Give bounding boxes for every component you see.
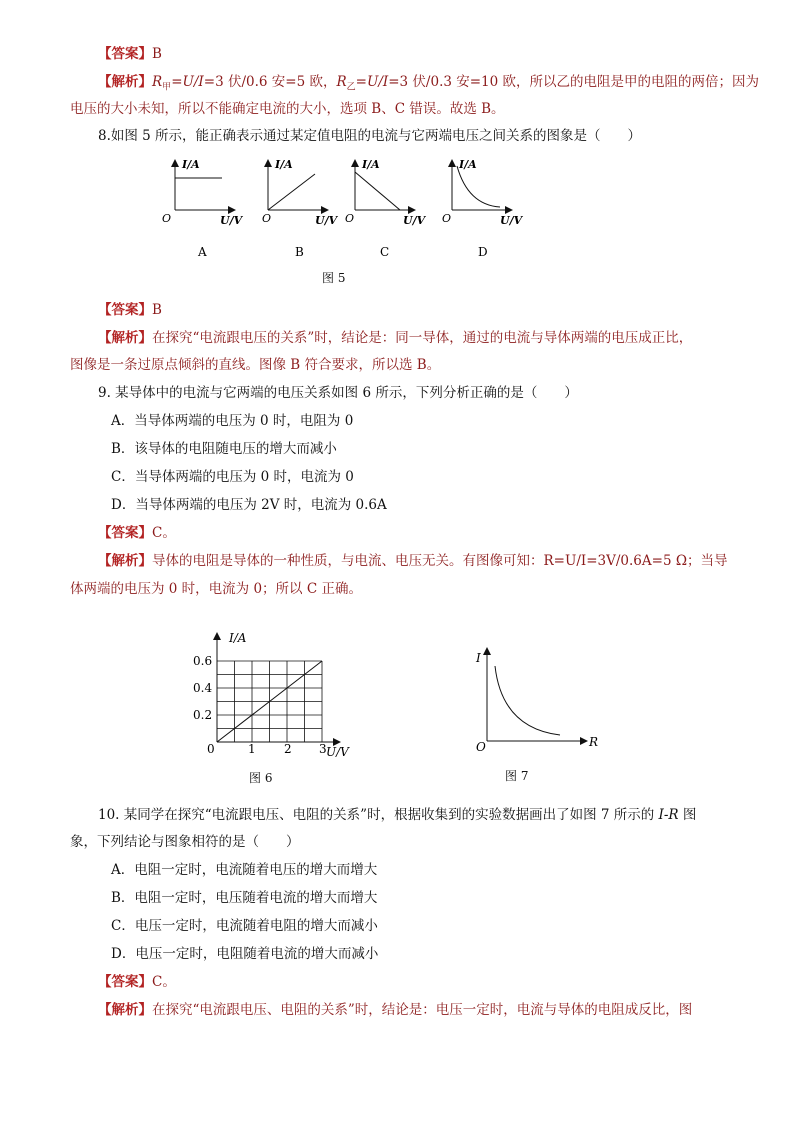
q10-answer-line: 【答案】C。 xyxy=(98,974,176,990)
graph-c-xlabel: U/V xyxy=(403,214,426,227)
figure-6-xtick-3: 3 xyxy=(319,742,327,756)
figure-6-xlabel: U/V xyxy=(326,745,349,759)
figure-7-ylabel: I xyxy=(476,651,481,665)
q9-analysis-line2: 体两端的电压为 0 时，电流为 0；所以 C 正确。 xyxy=(70,581,362,597)
figure-5-graphs xyxy=(150,150,540,262)
figure-6-chart xyxy=(185,625,370,760)
graph-d-xlabel: U/V xyxy=(500,214,523,227)
figure-7-origin: O xyxy=(476,740,486,754)
q10-option-d: D．电压一定时，电阻随着电流的增大而减小 xyxy=(111,946,379,962)
q7-answer: B xyxy=(152,46,162,62)
graph-c xyxy=(345,158,427,259)
graph-a xyxy=(162,158,244,259)
q9-option-b: B．该导体的电阻随电压的增大而减小 xyxy=(111,441,337,457)
graph-d-ylabel: I/A xyxy=(459,158,477,171)
graph-d xyxy=(442,158,524,259)
figure-6-ytick-0.4: 0.4 xyxy=(193,681,213,695)
figure-7-xlabel: R xyxy=(589,735,599,749)
q10-analysis-line1: 【解析】在探究“电流跟电压、电阻的关系”时，结论是：电压一定时，电流与导体的电阻成反比，图 xyxy=(98,1002,693,1018)
option-b-label: B xyxy=(295,245,304,259)
graph-a-xlabel: U/V xyxy=(220,214,243,227)
q7-analysis-line1: 【解析】$R_甲=U/I=3$ 伏/0.6 安=5 欧，$R_乙=U/I=3$ 伏/0.3 安=10 欧，所以乙的电阻是甲的电阻的两倍；因为 xyxy=(98,74,760,93)
q9-answer-line: 【答案】C。 xyxy=(98,525,176,541)
graph-c-origin: O xyxy=(345,212,355,225)
figure-6-xtick-2: 2 xyxy=(284,742,292,756)
q9-option-d: D．当导体两端的电压为 2V 时，电流为 0.6A xyxy=(111,497,387,513)
graph-d-curve xyxy=(457,166,500,207)
figure-6-xtick-1: 1 xyxy=(248,742,256,756)
graph-c-ylabel: I/A xyxy=(362,158,380,171)
option-a-label: A xyxy=(198,245,207,259)
q10-option-c: C．电压一定时，电流随着电阻的增大而减小 xyxy=(111,918,378,934)
figure-6-ylabel: I/A xyxy=(229,631,247,645)
q8-analysis-line2: 图像是一条过原点倾斜的直线。图像 B 符合要求，所以选 B。 xyxy=(70,357,441,373)
q10-option-a: A．电阻一定时，电流随着电压的增大而增大 xyxy=(111,862,378,878)
graph-d-origin: O xyxy=(442,212,452,225)
q9-answer: C。 xyxy=(152,525,176,541)
q10-stem-line1: 10. 某同学在探究“电流跟电压、电阻的关系”时，根据收集到的实验数据画出了如图 7 所示的 I-R 图 xyxy=(98,807,697,823)
q8-answer: B xyxy=(152,302,162,318)
q9-option-c: C．当导体两端的电压为 0 时，电流为 0 xyxy=(111,469,354,485)
answer-tag: 【答案】 xyxy=(98,46,152,62)
figure-6-ytick-0.2: 0.2 xyxy=(193,708,213,722)
graph-b-xlabel: U/V xyxy=(315,214,338,227)
q10-answer: C。 xyxy=(152,974,176,990)
q7-answer-line xyxy=(98,44,162,64)
graph-b-line xyxy=(268,174,315,210)
q7-analysis-line2: 电压的大小未知，所以不能确定电流的大小，选项 B、C 错误。故选 B。 xyxy=(70,101,505,117)
figure-5-caption: 图 5 xyxy=(322,271,346,285)
figure-7-curve xyxy=(495,666,560,735)
analysis-tag: 【解析】 xyxy=(98,74,152,90)
q10-option-b: B．电阻一定时，电压随着电流的增大而增大 xyxy=(111,890,378,906)
q8-answer-line: 【答案】B xyxy=(98,302,162,318)
graph-c-line xyxy=(355,172,400,210)
figure-6-ytick-0.6: 0.6 xyxy=(193,654,213,668)
q9-analysis-line1: 【解析】导体的电阻是导体的一种性质，与电流、电压无关。有图像可知：R=U/I=3V/0.6A=5 Ω；当导 xyxy=(98,553,728,569)
q8-analysis-line1: 【解析】在探究“电流跟电压的关系”时，结论是：同一导体，通过的电流与导体两端的电压成正比， xyxy=(98,330,693,346)
graph-a-origin: O xyxy=(162,212,172,225)
q9-stem: 9. 某导体中的电流与它两端的电压关系如图 6 所示，下列分析正确的是（ ） xyxy=(98,385,578,401)
option-c-label: C xyxy=(380,245,390,259)
graph-b-ylabel: I/A xyxy=(275,158,293,171)
graph-b xyxy=(262,158,339,259)
figure-7-chart xyxy=(470,640,610,755)
figure-6-origin: 0 xyxy=(207,742,215,756)
graph-a-ylabel: I/A xyxy=(182,158,200,171)
q9-option-a: A．当导体两端的电压为 0 时，电阻为 0 xyxy=(111,413,354,429)
figure-7-caption: 图 7 xyxy=(505,769,529,783)
q10-stem-line2: 象，下列结论与图象相符的是（ ） xyxy=(70,834,300,850)
graph-b-origin: O xyxy=(262,212,272,225)
q8-stem: 8.如图 5 所示，能正确表示通过某定值电阻的电流与它两端电压之间关系的图象是（ ） xyxy=(98,128,642,144)
option-d-label: D xyxy=(478,245,488,259)
figure-6-caption: 图 6 xyxy=(249,771,273,785)
